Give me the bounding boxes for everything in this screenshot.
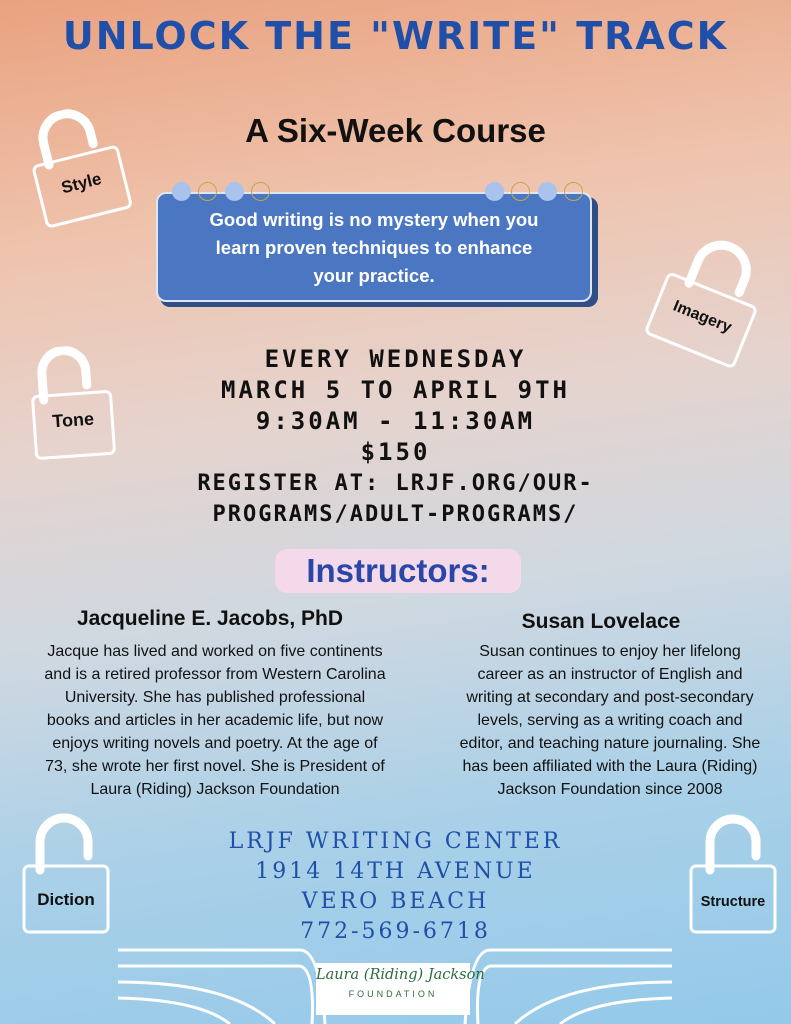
logo-subtitle: FOUNDATION [348, 989, 438, 999]
register-line: PROGRAMS/ADULT-PROGRAMS/ [212, 502, 579, 527]
lock-icon [24, 343, 120, 463]
foundation-logo [316, 963, 485, 1015]
schedule-price: $150 [360, 438, 431, 466]
instructor-name: Susan Lovelace [521, 610, 681, 633]
page-title: UNLOCK THE "WRITE" TRACK [62, 14, 729, 58]
instructors-heading: Instructors: [275, 549, 521, 593]
binder-ring [511, 182, 530, 201]
lock-label: Diction [37, 890, 95, 909]
binder-ring [538, 182, 557, 201]
address-line: 1914 14TH AVENUE [255, 859, 536, 884]
course-subtitle: A Six-Week Course [245, 112, 546, 149]
binder-ring [485, 182, 504, 201]
padlock-tone [24, 343, 120, 463]
binder-ring [225, 182, 244, 201]
lock-label: Structure [700, 894, 766, 910]
binder-ring [564, 182, 583, 201]
lock-label: Tone [51, 408, 95, 432]
lock-icon [688, 812, 778, 936]
instructor-bio: Jacque has lived and worked on five continents and is a retired professor from Western Carolina University. She has published professional books and articles in her academic life, but now enjoys writing novels and poetry. At the age of 73, she wrote her first novel. She is President of Laura (Riding) Jackson Foundation [44, 643, 386, 798]
binder-ring [198, 182, 217, 201]
address-block [0, 827, 791, 947]
note-line: Good writing is no mystery when you [209, 209, 539, 230]
binder-ring [172, 182, 191, 201]
schedule-time: 9:30AM - 11:30AM [255, 407, 536, 435]
address-line: LRJF WRITING CENTER [228, 829, 563, 854]
padlock-structure [688, 812, 778, 936]
address-phone: 772-569-6718 [300, 919, 491, 944]
schedule-day: EVERY WEDNESDAY [264, 345, 527, 373]
binder-ring [251, 182, 270, 201]
register-line: REGISTER AT: LRJF.ORG/OUR- [197, 471, 594, 496]
address-line: VERO BEACH [301, 889, 490, 914]
instructor-bio: Susan continues to enjoy her lifelong career as an instructor of English and writing at secondary and post-secondary levels, serving as a writing coach and editor, and teaching nature journaling. She has been affiliated with the Laura (Riding) Jackson Foundation since 2008 [459, 643, 761, 798]
lock-label: Imagery [670, 297, 734, 337]
logo-name: Laura (Riding) Jackson [316, 967, 485, 983]
padlock-diction [20, 812, 112, 936]
lock-icon [20, 812, 112, 936]
schedule-block [0, 344, 791, 530]
schedule-dates: MARCH 5 TO APRIL 9TH [221, 376, 570, 404]
lock-label: Style [59, 169, 104, 198]
note-line: your practice. [313, 265, 435, 286]
note-card [156, 192, 592, 302]
note-line: learn proven techniques to enhance [215, 237, 533, 258]
instructor-name: Jacqueline E. Jacobs, PhD [76, 607, 344, 630]
